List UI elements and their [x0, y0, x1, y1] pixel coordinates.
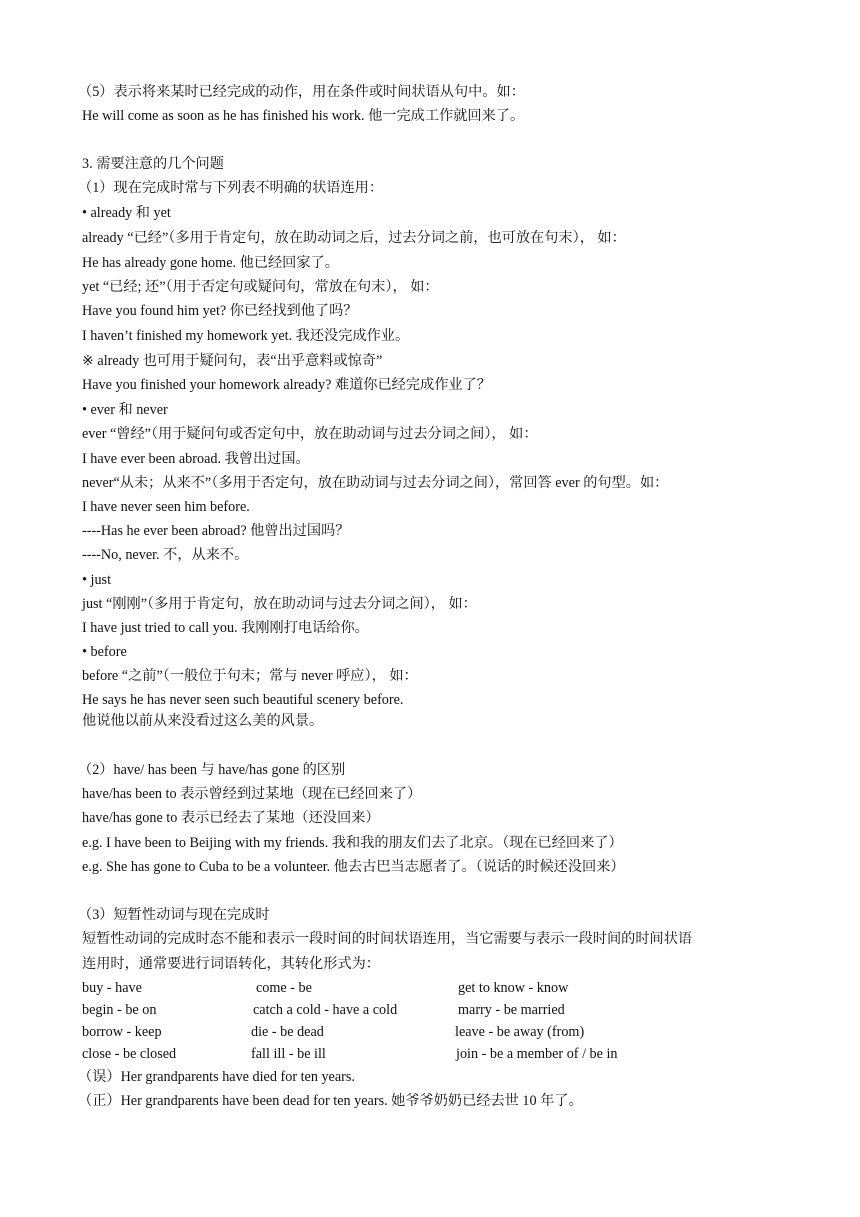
section3-title: 3. 需要注意的几个问题: [82, 156, 224, 172]
just-bullet: • just: [82, 572, 112, 588]
never-definition: never“从未；从来不”（多用于否定句，放在助动词与过去分词之间），常回答 ever 的句型。如：: [82, 475, 669, 491]
conversion-pair: die - be dead: [251, 1024, 324, 1040]
dialog-line-2: ----No, never. 不，从来不。: [82, 547, 249, 563]
conversion-pair: borrow - keep: [82, 1024, 162, 1040]
conversion-pair: marry - be married: [458, 1002, 565, 1018]
already-note: ※ already 也可用于疑问句，表“出乎意料或惊奇”: [82, 353, 383, 369]
just-definition: just “刚刚”（多用于肯定句，放在助动词与过去分词之间）， 如：: [82, 596, 477, 612]
gone-example: e.g. She has gone to Cuba to be a volunteer. 他去古巴当志愿者了。（说话的时候还没回来）: [82, 859, 625, 875]
before-example-en: He says he has never seen such beautiful scenery before.: [82, 692, 404, 708]
before-example-zh: 他说他以前从来没看过这么美的风景。: [82, 713, 324, 729]
section-future-example: He will come as soon as he has finished his work. 他一完成工作就回来了。: [82, 108, 525, 124]
conversion-pair: buy - have: [82, 980, 142, 996]
already-note-example: Have you finished your homework already? 难道你已经完成作业了？: [82, 377, 491, 393]
before-bullet: • before: [82, 644, 127, 660]
already-yet-bullet: • already 和 yet: [82, 205, 171, 221]
conversion-pair: begin - be on: [82, 1002, 157, 1018]
conversion-pair: fall ill - be ill: [251, 1046, 326, 1062]
section-future-heading: （5）表示将来某时已经完成的动作，用在条件或时间状语从句中。如：: [78, 84, 525, 100]
right-example: （正）Her grandparents have been dead for ten years. 她爷爷奶奶已经去世 10 年了。: [78, 1093, 583, 1109]
gone-meaning: have/has gone to 表示已经去了某地（还没回来）: [82, 810, 380, 826]
sub3-description-1: 短暂性动词的完成时态不能和表示一段时间的时间状语连用，当它需要与表示一段时间的时间状语: [82, 931, 693, 947]
yet-definition: yet “已经; 还”（用于否定句或疑问句，常放在句末）， 如：: [82, 279, 439, 295]
conversion-pair: come - be: [256, 980, 312, 996]
yet-example-2: I haven’t finished my homework yet. 我还没完成作业。: [82, 328, 410, 344]
never-example: I have never seen him before.: [82, 499, 250, 515]
sub2-heading: （2）have/ has been 与 have/has gone 的区别: [78, 762, 346, 778]
ever-definition: ever “曾经”（用于疑问句或否定句中，放在助动词与过去分词之间）， 如：: [82, 426, 538, 442]
sub1-heading: （1）现在完成时常与下列表不明确的状语连用：: [78, 180, 384, 196]
already-definition: already “已经”（多用于肯定句，放在助动词之后，过去分词之前，也可放在句末）， 如：: [82, 230, 626, 246]
ever-never-bullet: • ever 和 never: [82, 402, 168, 418]
dialog-line-1: ----Has he ever been abroad? 他曾出过国吗？: [82, 523, 350, 539]
conversion-pair: join - be a member of / be in: [456, 1046, 618, 1062]
conversion-pair: catch a cold - have a cold: [253, 1002, 398, 1018]
before-definition: before “之前”（一般位于句末；常与 never 呼应）， 如：: [82, 668, 418, 684]
yet-example-1: Have you found him yet? 你已经找到他了吗？: [82, 303, 358, 319]
been-meaning: have/has been to 表示曾经到过某地（现在已经回来了）: [82, 786, 422, 802]
sub3-heading: （3）短暂性动词与现在完成时: [78, 907, 270, 923]
wrong-example: （误）Her grandparents have died for ten years.: [78, 1069, 355, 1085]
ever-example: I have ever been abroad. 我曾出过国。: [82, 451, 310, 467]
conversion-pair: get to know - know: [458, 980, 569, 996]
been-example: e.g. I have been to Beijing with my friends. 我和我的朋友们去了北京。（现在已经回来了）: [82, 835, 623, 851]
already-example: He has already gone home. 他已经回家了。: [82, 255, 339, 271]
conversion-pair: leave - be away (from): [455, 1024, 585, 1040]
sub3-description-2: 连用时，通常要进行词语转化，其转化形式为：: [82, 956, 380, 972]
just-example: I have just tried to call you. 我刚刚打电话给你。: [82, 620, 369, 636]
conversion-pair: close - be closed: [82, 1046, 177, 1062]
